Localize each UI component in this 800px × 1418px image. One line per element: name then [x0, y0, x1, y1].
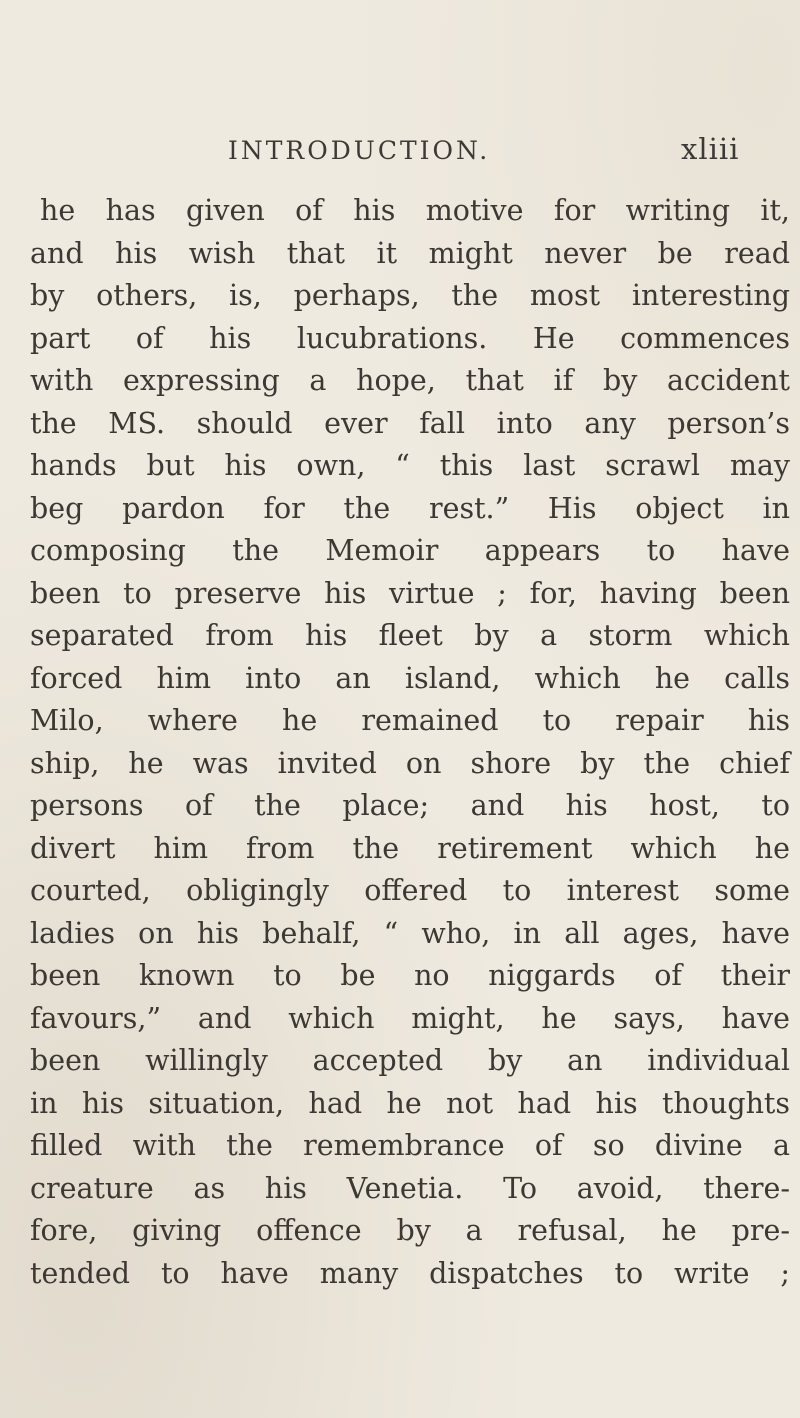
text-line: and his wish that it might never be read: [30, 236, 790, 270]
text-line: been willingly accepted by an individual: [30, 1044, 790, 1077]
text-line: filled with the remembrance of so divine a: [30, 1129, 790, 1162]
running-title: INTRODUCTION.: [228, 136, 491, 165]
text-line: fore, giving offence by a refusal, he pre-: [30, 1214, 790, 1247]
text-line: with expressing a hope, that if by accident: [30, 364, 790, 397]
text-line: by others, is, perhaps, the most interesting: [30, 279, 790, 312]
page-number: xliii: [681, 132, 740, 166]
text-line: creature as his Venetia. To avoid, there-: [30, 1171, 790, 1205]
text-line: composing the Memoir appears to have: [30, 534, 790, 567]
text-line: ship, he was invited on shore by the chief: [30, 746, 790, 780]
text-line: divert him from the retirement which he: [30, 831, 790, 865]
text-line: tended to have many dispatches to write ;: [30, 1256, 790, 1290]
text-line: he has given of his motive for writing it,: [40, 194, 790, 227]
text-line: separated from his fleet by a storm which: [30, 619, 790, 652]
text-line: in his situation, had he not had his thoughts: [30, 1086, 790, 1120]
text-line: been to preserve his virtue ; for, having been: [30, 576, 790, 610]
text-line: Milo, where he remained to repair his: [30, 704, 790, 737]
text-line: been known to be no niggards of their: [30, 959, 790, 992]
text-line: favours,” and which might, he says, have: [30, 1001, 790, 1035]
text-line: forced him into an island, which he calls: [30, 661, 790, 695]
text-line: beg pardon for the rest.” His object in: [30, 491, 790, 525]
text-line: the MS. should ever fall into any person’s: [30, 406, 790, 440]
text-line: hands but his own, “ this last scrawl may: [30, 449, 790, 482]
body-text: [30, 190, 790, 1295]
text-line: courted, obligingly offered to interest some: [30, 874, 790, 907]
text-line: part of his lucubrations. He commences: [30, 321, 790, 355]
text-line: persons of the place; and his host, to: [30, 789, 790, 822]
text-line: ladies on his behalf, “ who, in all ages, have: [30, 916, 790, 950]
running-head: [0, 130, 800, 170]
